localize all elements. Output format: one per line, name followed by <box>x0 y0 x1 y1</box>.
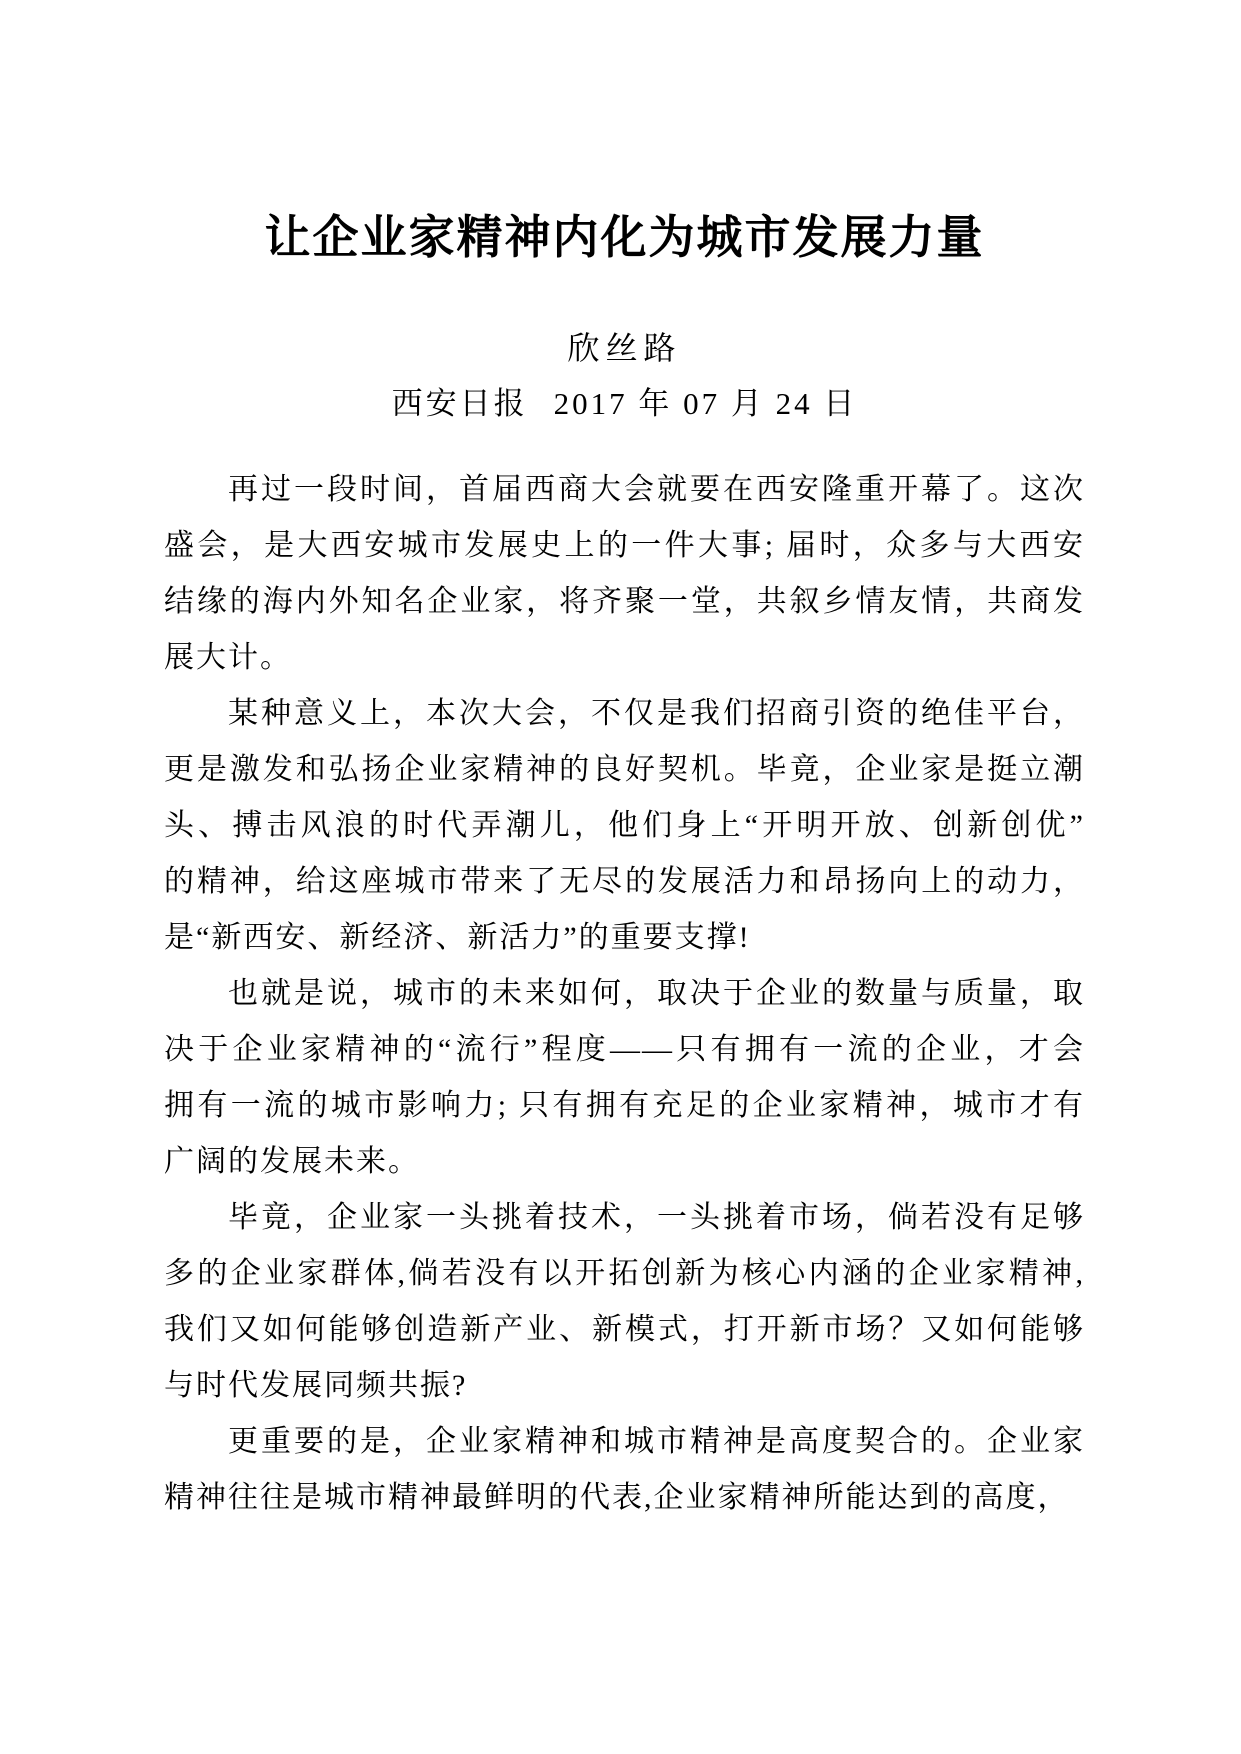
paragraph <box>164 462 1085 686</box>
paragraph-line: 盛会，是大西安城市发展史上的一件大事; 届时，众多与大西安 <box>164 529 1085 562</box>
paragraph-line: 头、搏击风浪的时代弄潮儿，他们身上“开明开放、创新创优” <box>164 809 1085 842</box>
paragraph-line: 更重要的是，企业家精神和城市精神是高度契合的。企业家 <box>228 1425 1085 1458</box>
paragraph-line: 多的企业家群体,倘若没有以开拓创新为核心内涵的企业家精神, <box>164 1257 1085 1290</box>
paragraph-line: 我们又如何能够创造新产业、新模式，打开新市场？又如何能够 <box>164 1313 1085 1346</box>
paragraph-line: 拥有一流的城市影响力; 只有拥有充足的企业家精神，城市才有 <box>164 1089 1085 1122</box>
paragraph-line: 是“新西安、新经济、新活力”的重要支撑! <box>164 921 751 954</box>
paragraph-line: 的精神，给这座城市带来了无尽的发展活力和昂扬向上的动力， <box>164 865 1085 898</box>
paragraph <box>164 686 1085 966</box>
paragraph-line: 某种意义上，本次大会，不仅是我们招商引资的绝佳平台， <box>228 697 1085 730</box>
paragraph-line: 毕竟，企业家一头挑着技术，一头挑着市场，倘若没有足够 <box>228 1201 1085 1234</box>
paragraph <box>164 1190 1085 1414</box>
article-byline: 欣丝路 <box>567 330 682 366</box>
publication-date: 2017 年 07 月 24 日 <box>553 386 858 421</box>
paragraph-line: 也就是说，城市的未来如何，取决于企业的数量与质量，取 <box>228 977 1085 1010</box>
article-title: 让企业家精神内化为城市发展力量 <box>264 212 985 263</box>
paragraph-line: 广阔的发展未来。 <box>164 1145 420 1178</box>
paragraph-line: 与时代发展同频共振? <box>164 1369 468 1402</box>
publication-name: 西安日报 <box>391 386 528 421</box>
paragraph-line: 决于企业家精神的“流行”程度——只有拥有一流的企业，才会 <box>164 1033 1085 1066</box>
paragraph-line: 更是激发和弘扬企业家精神的良好契机。毕竟，企业家是挺立潮 <box>164 753 1085 786</box>
paragraph-line: 展大计。 <box>164 641 292 674</box>
paragraph <box>164 966 1085 1190</box>
paragraph-line: 再过一段时间，首届西商大会就要在西安隆重开幕了。这次 <box>228 473 1085 506</box>
article-dateline <box>164 376 1085 432</box>
article-body <box>164 462 1085 1526</box>
paragraph-line: 精神往往是城市精神最鲜明的代表,企业家精神所能达到的高度， <box>164 1481 1070 1514</box>
paragraph-line: 结缘的海内外知名企业家，将齐聚一堂，共叙乡情友情，共商发 <box>164 585 1085 618</box>
paragraph <box>164 1414 1085 1526</box>
